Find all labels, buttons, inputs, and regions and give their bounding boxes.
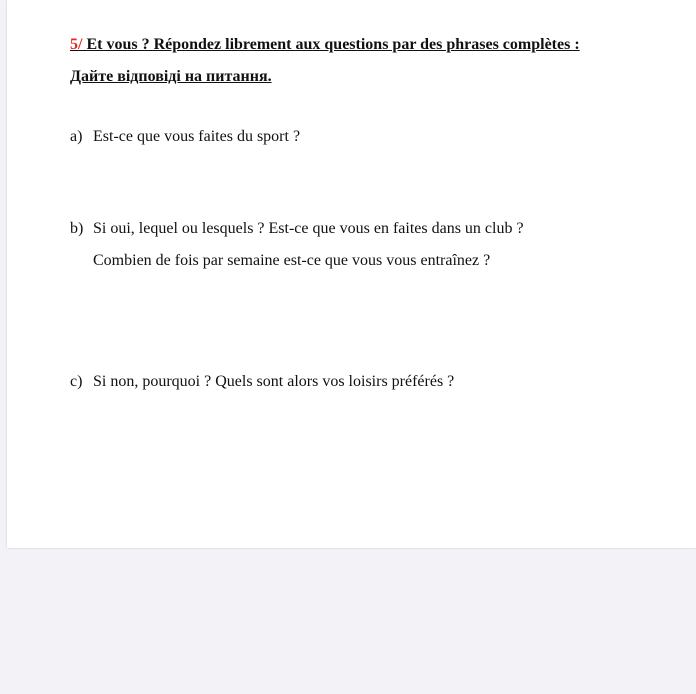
question-a [70, 127, 300, 147]
question-letter: b) [70, 220, 84, 237]
question-b-continuation: Combien de fois par semaine est-ce que vous vous entraînez ? [93, 252, 491, 269]
question-letter: a) [70, 128, 83, 145]
question-text: Si non, pourquoi ? Quels sont alors vos loisirs préférés ? [93, 373, 455, 390]
exercise-title-ukrainian: Дайте відповіді на питання. [70, 68, 272, 85]
question-b [70, 219, 524, 239]
exercise-title-fr-text: Et vous ? Répondez librement aux questions par des phrases complètes : [86, 36, 580, 53]
question-text: Est-ce que vous faites du sport ? [93, 128, 301, 145]
question-c [70, 372, 454, 392]
document-page [7, 0, 696, 548]
exercise-number: 5/ [70, 36, 83, 53]
question-text: Si oui, lequel ou lesquels ? Est-ce que vous en faites dans un club ? [93, 220, 524, 237]
exercise-title-french [70, 35, 580, 55]
question-letter: c) [70, 373, 83, 390]
